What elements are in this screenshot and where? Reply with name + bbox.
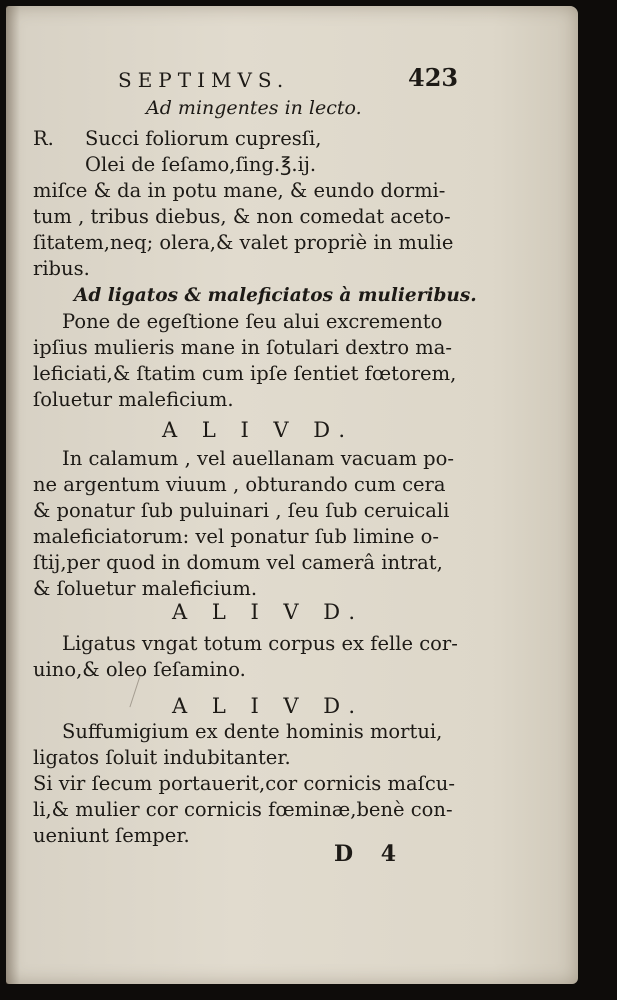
text-line: Ligatus vngat totum corpus ex felle cor-: [62, 632, 458, 655]
running-head: SEPTIMVS.: [118, 68, 290, 92]
section-heading: Ad ligatos & maleficiatos à mulieribus.: [74, 285, 477, 306]
page-gutter-shadow: [6, 6, 20, 984]
book-page: [6, 6, 578, 984]
text-line: li,& mulier cor cornicis fœminæ,benè con-: [33, 798, 453, 821]
text-line: ueniunt ſemper.: [33, 824, 190, 847]
text-line: ribus.: [33, 257, 90, 280]
text-line: ipſius mulieris mane in ſotulari dextro ma-: [33, 336, 452, 359]
aliud-heading: A L I V D.: [172, 694, 365, 718]
text-line: miſce & da in potu mane, & eundo dormi-: [33, 179, 446, 202]
text-line: Pone de egeſtione ſeu alui excremento: [62, 310, 443, 333]
text-line: maleficiatorum: vel ponatur ſub limine o-: [33, 525, 439, 548]
text-line: Suffumigium ex dente hominis mortui,: [62, 720, 443, 743]
recipe-symbol: R.: [33, 127, 54, 150]
text-line: ſtij,per quod in domum vel camerâ intrat,: [33, 551, 443, 574]
text-line: ne argentum viuum , obturando cum cera: [33, 473, 446, 496]
recipe-title: Ad mingentes in lecto.: [146, 97, 362, 119]
text-line: tum , tribus diebus, & non comedat aceto-: [33, 205, 451, 228]
ingredient-line: Succi foliorum cupresſi,: [85, 127, 322, 150]
text-line: uino,& oleo ſeſamino.: [33, 658, 246, 681]
aliud-heading: A L I V D.: [162, 418, 355, 442]
text-line: In calamum , vel auellanam vacuam po-: [62, 447, 454, 470]
page-number: 423: [408, 63, 459, 92]
aliud-heading: A L I V D.: [172, 600, 365, 624]
signature-mark: D 4: [334, 841, 407, 867]
text-line: leficiati,& ſtatim cum ipſe ſentiet fœtorem,: [33, 362, 457, 385]
text-line: & ſoluetur maleficium.: [33, 577, 258, 600]
text-line: Si vir ſecum portauerit,cor cornicis maſcu-: [33, 772, 455, 795]
text-line: ſitatem,neq; olera,& valet propriè in mulie: [33, 231, 454, 254]
text-line: ligatos ſoluit indubitanter.: [33, 746, 291, 769]
text-line: ſoluetur maleficium.: [33, 388, 234, 411]
ingredient-line: Olei de ſeſamo,ſing.℥.ij.: [85, 153, 317, 176]
text-line: & ponatur ſub puluinari , ſeu ſub ceruicali: [33, 499, 450, 522]
